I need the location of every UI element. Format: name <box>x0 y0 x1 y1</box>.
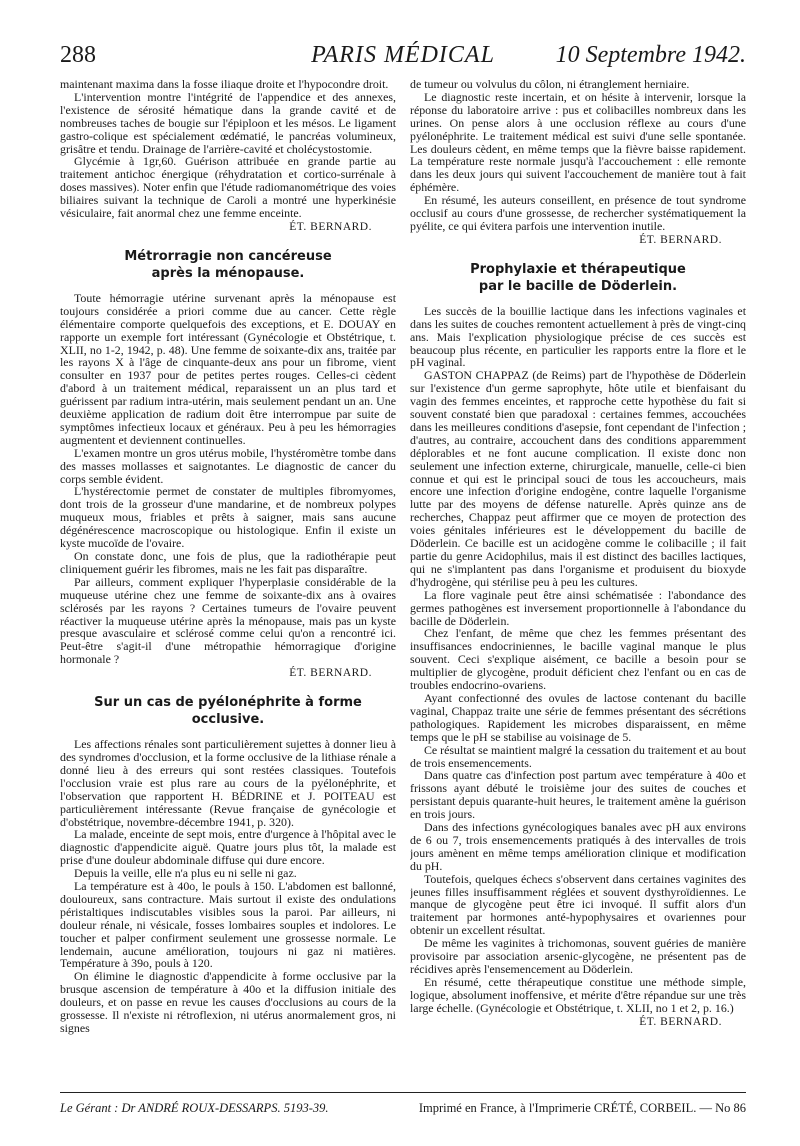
paragraph: L'intervention montre l'intégrité de l'appendice et des annexes, l'existence de sérosité hématique dans la grande cavité et de nombreuses taches de bougie sur l'épiploon et les mésos. Le ligament gastro-colique est spécialement œdématié, le pancréas volumineux, grisâtre et tendu. Drainage de l'arrière-cavité et cholécystostomie. <box>60 89 396 156</box>
paragraph: GASTON CHAPPAZ (de Reims) part de l'hypothèse de Döderlein sur l'existence d'un germe saprophyte, hôte utile et bienfaisant du vagin des femmes enceintes, et rapproche cette hypothèse du fait si souvent constaté bien que paradoxal : certaines femmes, accouchées dans les meilleures conditions d'asepsie, font cependant de l'infection ; d'autres, au contraire, accouchent dans des conditions apparemment déplorables et ne font aucune complication. Il existe donc non seulement une infection externe, chirurgicale, manuelle, celle-ci bien connue et qui est le principal souci de tous les accoucheurs, mais encore une infection d'origine endogène, contre laquelle l'organisme lutte par des moyens de défense naturelle. Après quinze ans de recherches, Chappaz peut affirmer que ce moyen de protection des voies génitales inférieures est le développement du bacille de Döderlein. Ce bacille est un acidogène comme le colibacille ; il fait partie du genre Acidophilus, mais il est distinct des bacilles lactiques, qui ne s'implantent pas dans l'organisme et produisent du bioxyde d'hydrogène, qui stérilise peu à peu les cultures. <box>410 368 746 589</box>
paragraph: La flore vaginale peut être ainsi schématisée : l'abondance des germes pathogènes est inversement proportionnelle à l'abondance du bacille de Döderlein. <box>410 587 746 628</box>
paragraph: maintenant maxima dans la fosse iliaque droite et l'hypocondre droit. <box>60 78 389 91</box>
page-number: 288 <box>60 42 96 68</box>
page-footer <box>60 1092 746 1115</box>
left-column <box>60 78 396 1078</box>
paragraph: Les succès de la bouillie lactique dans les infections vaginales et dans les suites de couches remontent actuellement à près de vingt-cinq ans. Mais l'explication physiologique précise de ces succès est beaucoup plus récente, en particulier les rapports entre la flore et le pH vaginal. <box>410 303 746 370</box>
article-title <box>60 248 396 282</box>
paragraph: Dans des infections gynécologiques banales avec pH aux environs de 6 ou 7, trois ensemencements pratiqués à des intervalles de trois jours amènent en même temps amélioration clinique et modification du pH. <box>410 820 746 873</box>
page-header <box>60 42 746 72</box>
article-title-line: Métrorragie non cancéreuse <box>124 248 332 264</box>
paragraph: Depuis la veille, elle n'a plus eu ni selle ni gaz. <box>74 866 297 881</box>
paragraph: En résumé, les auteurs conseillent, en présence de tout syndrome occlusif au cours d'une grossesse, de rechercher systématiquement la pyélite, ce qui évitera parfois une intervention inutile. <box>410 193 746 233</box>
paragraph: Le diagnostic reste incertain, et on hésite à intervenir, lorsque la réponse du laboratoire arrive : pus et colibacilles nombreux dans les urines. On pense alors à une occlusion réflexe au cours d'une pyélonéphrite. Le traitement médical est suivi d'une selle spontanée. Les douleurs cèdent, en même temps que la fièvre baisse rapidement. La température reste normale jusqu'à l'accouchement : elle remonte dans les deux jours qui suivent l'accouchement de manière tout à fait éphémère. <box>410 89 746 195</box>
paragraph: De même les vaginites à trichomonas, souvent guéries de manière provisoire par association arsenic-glycogène, ne présentent pas de récidives après l'ensemencement au Döderlein. <box>410 936 746 976</box>
footer-manager: Le Gérant : Dr ANDRÉ ROUX-DESSARPS. 5193-39. <box>60 1101 329 1115</box>
article-title-line: après la ménopause. <box>151 265 305 281</box>
right-column <box>410 78 746 1078</box>
paragraph: de tumeur ou volvulus du côlon, ni étranglement herniaire. <box>410 78 690 91</box>
paragraph: Par ailleurs, comment expliquer l'hyperplasie considérable de la muqueuse utérine chez une femme de soixante-dix ans à ovaires sclérosés par les rayons ? Certaines tumeurs de l'ovaire peuvent réactiver la muqueuse utérine après la ménopause, mais pas un kyste presque avasculaire et sclérosé comme celui qu'on a rencontré ici. Peut-être s'agit-il d'une métropathie hémorragique d'origine hormonale ? <box>60 574 396 667</box>
article-title: Sur un cas de pyélonéphrite à forme occlusive. <box>94 695 362 728</box>
article-title-line: Prophylaxie et thérapeutique <box>470 261 686 277</box>
paragraph: Toute hémorragie utérine survenant après la ménopause est toujours considérée a priori comme due au cancer. Cette règle élémentaire comporte quelquefois des exceptions, et E. DOUAY en rapporte un exemple fort intéressant (Gynécologie et Obstétrique, t. XLII, no 1-2, 1942, p. 48). Une femme de soixante-dix ans, traitée par les rayons X à l'âge de cinquante-deux ans pour un fibrome, vient consulter en 1937 pour de petites pertes rouges. Celles-ci cèdent d'abord à un traitement médical, reparaissent un an plus tard et guérissent par radium intra-utérin, mais seulement pendant un an. Une deuxième application de radium doit être interrompue par suite de symptômes infectieux locaux et généraux. Peu à peu les hémorragies augmentent et deviennent continuelles. <box>60 290 396 447</box>
journal-title: PARIS MÉDICAL <box>311 42 495 68</box>
paragraph: On élimine le diagnostic d'appendicite à forme occlusive par la brusque ascension de température à 40o et la diffusion initiale des douleurs, et on passe en revue les causes d'occlusions au cours de la grossesse. Il n'existe ni rétroflexion, ni utérus anormalement gros, ni signes <box>60 969 396 1035</box>
paragraph: Chez l'enfant, de même que chez les femmes présentant des insuffisances endocriniennes, le bacille vaginal manque le plus souvent. Ceci s'explique aisément, ce bacille a besoin pour se multiplier de glycogène, produit déficient chez l'enfant ou en cas de troubles endocrino-ovariens. <box>410 626 746 693</box>
signature: ÉT. BERNARD. <box>289 220 372 233</box>
issue-date: 10 Septembre 1942. <box>555 42 746 68</box>
paragraph: L'examen montre un gros utérus mobile, l'hystéromètre tombe dans des masses mollasses et saignotantes. Le diagnostic de cancer du corps semble évident. <box>60 445 396 486</box>
paragraph: Ayant confectionné des ovules de lactose contenant du bacille vaginal, Chappaz traite une série de femmes présentant des sécrétions pathologiques. Rapidement les microbes disparaissent, en même temps que le pH se stabilise au voisinage de 5. <box>410 690 746 744</box>
article-title <box>410 261 746 295</box>
paragraph: On constate donc, une fois de plus, que la radiothérapie peut cliniquement guérir les fibromes, mais ne les fait pas disparaître. <box>60 549 396 576</box>
paragraph: L'hystérectomie permet de constater de multiples fibromyomes, dont trois de la grosseur d'une mandarine, et de nombreux polypes muqueux mous, friables et prêts à saigner, mais sans aucune dégénérescence macroscopique ou histologique. Enfin il existe un kyste mucoïde de l'ovaire. <box>60 484 396 551</box>
paragraph: Ce résultat se maintient malgré la cessation du traitement et au bout de trois ensemencements. <box>410 742 746 770</box>
paragraph: La malade, enceinte de sept mois, entre d'urgence à l'hôpital avec le diagnostic d'appendicite aiguë. Quatre jours plus tôt, la malade est prise d'une douleur abdominale diffuse qui dure encore. <box>60 827 396 868</box>
paragraph: Glycémie à 1gr,60. Guérison attribuée en grande partie au traitement antichoc énergique (réhydratation et cortico-surrénale à doses massives). Noter enfin que l'étude radiomanométrique des voies biliaires suivant la technique de Caroli a montré une hyperkinésie vésiculaire, fait anormal chez une femme enceinte. <box>60 154 396 221</box>
article-title-line: par le bacille de Döderlein. <box>478 278 678 294</box>
signature: ÉT. BERNARD. <box>639 1015 722 1028</box>
paragraph: Les affections rénales sont particulièrement sujettes à donner lieu à des syndromes d'occlusion, et la forme occlusive de la lithiase rénale a donné lieu à des erreurs qui sont restées classiques. Toutefois l'occlusion vraie est plus rare au cours de la pyélonéphrite, et l'observation que rapportent H. BÉDRINE et J. POITEAU est particulièrement intéressante (Revue française de gynécologie et d'obstétrique, novembre-décembre 1941, p. 320). <box>60 737 396 829</box>
paragraph: La température est à 40o, le pouls à 150. L'abdomen est ballonné, douloureux, sans contracture. Mais surtout il existe des ondulations péristaltiques indiscutables visibles sous la paroi. Par ailleurs, ni douleur rénale, ni vésicale, fosses lombaires souples et indolores. Le toucher et palper confirment seulement une grossesse normale. Le lendemain, aucune amélioration, toujours ni gaz ni matières. Température à 39o, pouls à 120. <box>60 879 396 971</box>
signature: ÉT. BERNARD. <box>639 233 722 246</box>
paragraph: Dans quatre cas d'infection post partum avec température à 40o et frissons ayant débuté le troisième jour des suites de couches et persistant depuis quarante-huit heures, le traitement amène la guérison en trois jours. <box>410 768 746 822</box>
paragraph: En résumé, cette thérapeutique constitue une méthode simple, logique, absolument inoffensive, et mérite d'être répandue sur une très large échelle. (Gynécologie et Obstétrique, t. XLII, no 1 et 2, p. 16.) <box>410 974 746 1015</box>
paragraph: Toutefois, quelques échecs s'observent dans certaines vaginites des jeunes filles insuffisamment réglées et souvent dysthyroïdiennes. Le manque de glycogène peut être ici invoqué. Il suffit alors d'un traitement par hormones anté-hypophysaires et ovariennes pour obtenir un excellent résultat. <box>410 871 746 938</box>
signature: ÉT. BERNARD. <box>289 667 372 680</box>
footer-printer: Imprimé en France, à l'Imprimerie CRÉTÉ, CORBEIL. — No 86 <box>418 1101 746 1115</box>
